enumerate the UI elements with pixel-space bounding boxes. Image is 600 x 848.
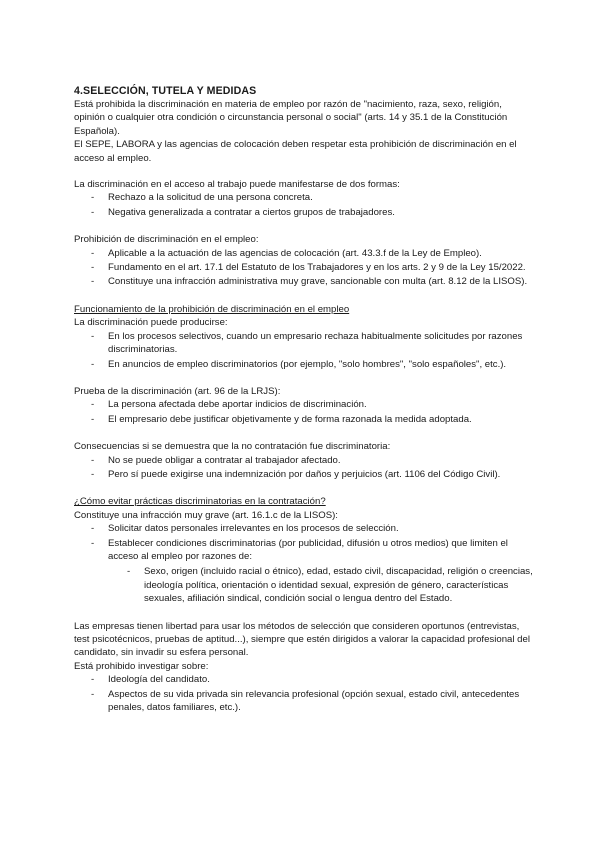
list-item: - En anuncios de empleo discriminatorios (por ejemplo, "solo hombres", "solo españoles", etc.). [74,358,534,371]
list-item: - Rechazo a la solicitud de una persona concreta. [74,191,534,204]
intro-paragraph-1: Está prohibida la discriminación en materia de empleo por razón de "nacimiento, raza, sexo, religión, opinión o cualquier otra condición o circunstancia personal o social" (arts. 14 y 35.1 de la Constitución Española). [74,99,508,137]
list-item-text: Establecer condiciones discriminatorias (por publicidad, difusión u otros medios) que limiten el acceso al empleo por razones de: [108,537,508,562]
list-item: - En los procesos selectivos, cuando un empresario rechaza habitualmente solicitudes por razones discriminatorias. [74,330,534,357]
prohibition-heading: Prohibición de discriminación en el empleo: [74,234,259,246]
forms-list [74,191,534,219]
avoid-sublist [108,565,534,605]
list-item [74,537,534,606]
list-item: - La persona afectada debe aportar indicios de discriminación. [74,398,534,411]
freedom-list [74,673,534,714]
section-title: 4.SELECCIÓN, TUTELA Y MEDIDAS [74,85,257,97]
sublist-item: - Sexo, origen (incluido racial o étnico), edad, estado civil, discapacidad, religión o creencias, ideología política, orientación o identidad sexual, expresión de género, características sexuales, afiliación sindical, condición social o lengua dentro del Estado. [108,565,534,605]
proof-list [74,398,534,426]
list-item: - Fundamento en el art. 17.1 del Estatuto de los Trabajadores y en los arts. 2 y 9 de la Ley 15/2022. [74,261,534,274]
list-item: - No se puede obligar a contratar al trabajador afectado. [74,454,534,467]
freedom-paragraph: Las empresas tienen libertad para usar los métodos de selección que consideren oportunos (entrevistas, test psicotécnicos, pruebas de aptitud...), siempre que estén dirigidos a valorar la capacidad profesional del candidato, sin invadir su esfera personal. [74,620,530,659]
list-item: - Negativa generalizada a contratar a ciertos grupos de trabajadores. [74,206,534,219]
freedom-subheading: Está prohibido investigar sobre: [74,660,209,672]
avoid-list [74,522,534,605]
document-content [74,84,534,715]
functioning-subheading: La discriminación puede producirse: [74,317,228,329]
list-item: - Constituye una infracción administrativa muy grave, sancionable con multa (art. 8.12 de la LISOS). [74,275,534,288]
list-item: - Aplicable a la actuación de las agencias de colocación (art. 43.3.f de la Ley de Empleo). [74,247,534,260]
intro-paragraph-2: El SEPE, LABORA y las agencias de colocación deben respetar esta prohibición de discriminación en el acceso al empleo. [74,139,517,164]
list-item: - Ideología del candidato. [74,673,534,686]
prohibition-list [74,247,534,289]
avoid-heading: ¿Cómo evitar prácticas discriminatorias en la contratación? [74,496,326,508]
list-item: - Pero sí puede exigirse una indemnización por daños y perjuicios (art. 1106 del Código Civil). [74,468,534,481]
avoid-subheading: Constituye una infracción muy grave (art. 16.1.c de la LISOS): [74,509,338,521]
functioning-list [74,330,534,371]
list-item: - El empresario debe justificar objetivamente y de forma razonada la medida adoptada. [74,413,534,426]
forms-heading: La discriminación en el acceso al trabajo puede manifestarse de dos formas: [74,179,400,191]
functioning-heading: Funcionamiento de la prohibición de discriminación en el empleo [74,303,350,315]
list-item: - Aspectos de su vida privada sin relevancia profesional (opción sexual, estado civil, antecedentes penales, datos familiares, etc.). [74,688,534,715]
consequences-list [74,454,534,482]
list-item: - Solicitar datos personales irrelevantes en los procesos de selección. [74,522,534,535]
consequences-heading: Consecuencias si se demuestra que la no contratación fue discriminatoria: [74,441,391,453]
proof-heading: Prueba de la discriminación (art. 96 de la LRJS): [74,385,281,397]
